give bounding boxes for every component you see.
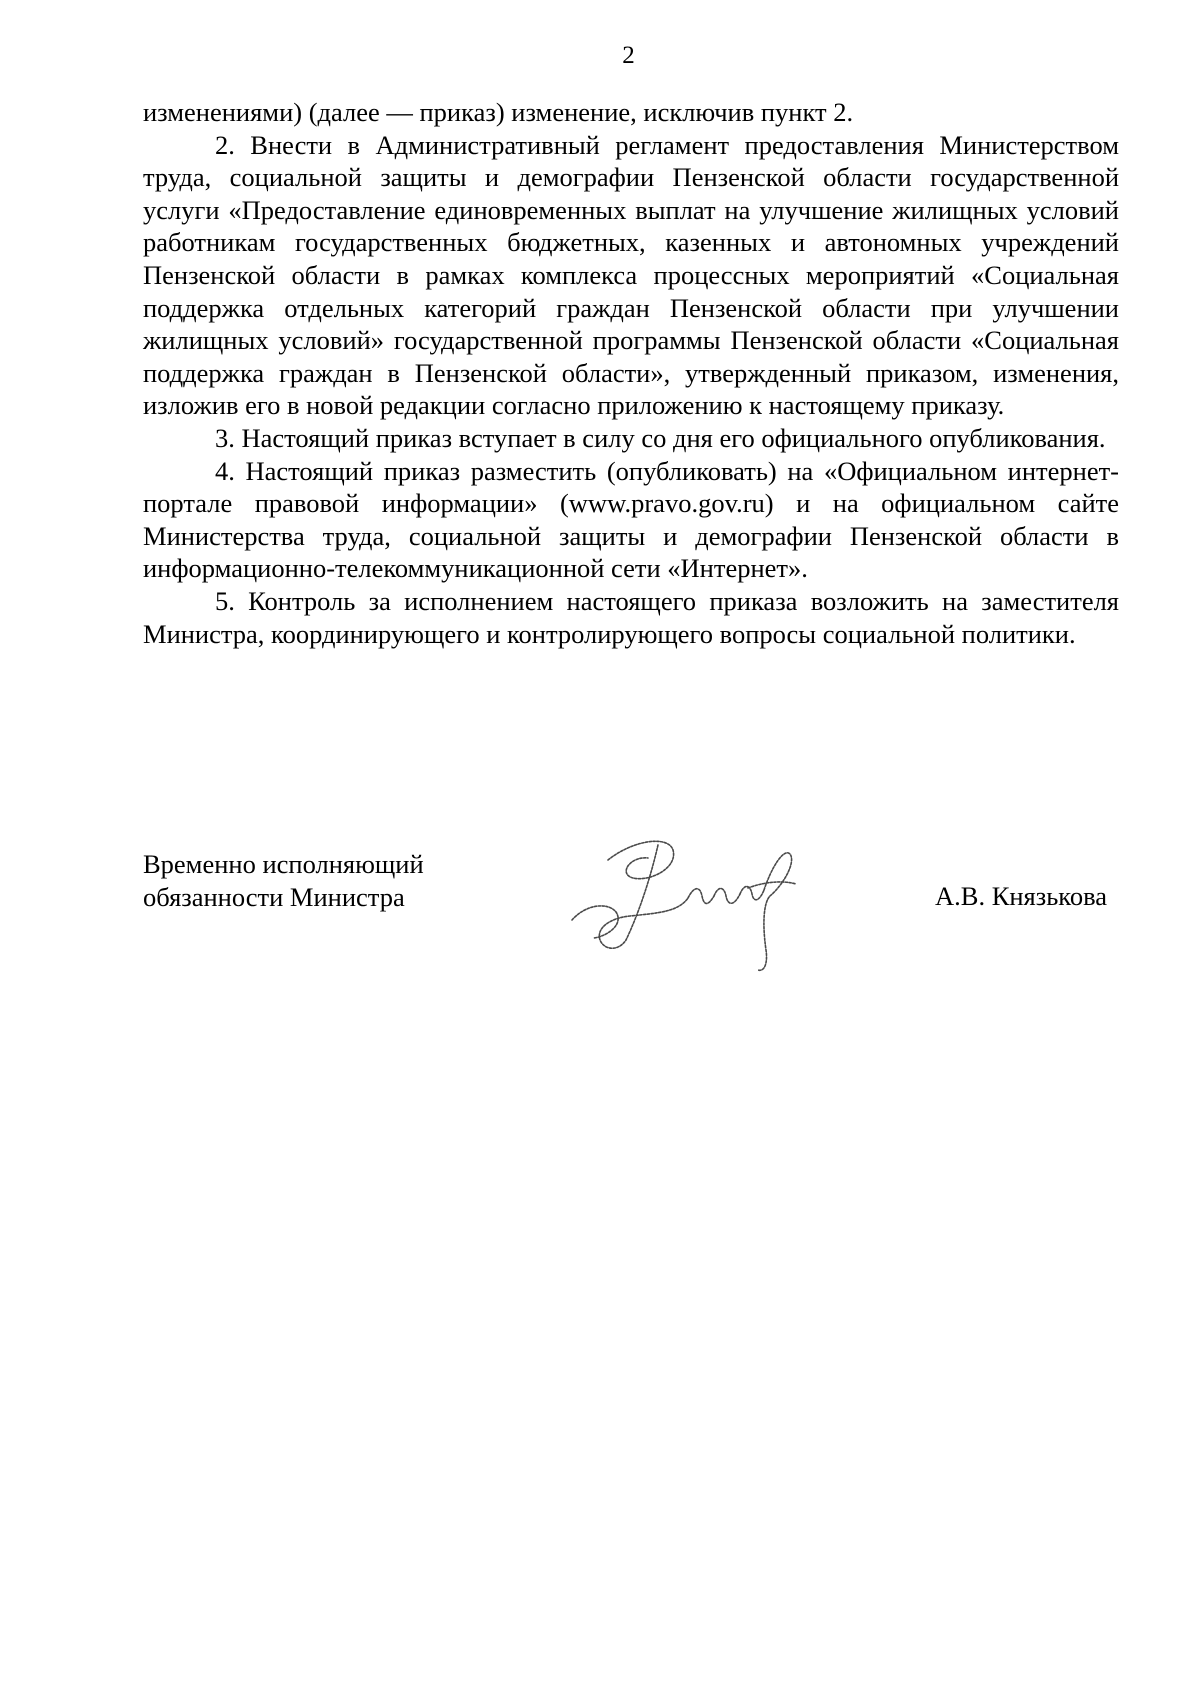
page-number: 2	[622, 42, 635, 69]
paragraph-item-5: 5. Контроль за исполнением настоящего приказа возложить на заместителя Министра, координирующего и контролирующего вопросы социальной политики.	[143, 585, 1119, 649]
paragraph-continuation: изменениями) (далее — приказ) изменение, исключив пункт 2.	[143, 97, 854, 127]
handwritten-signature-icon	[538, 800, 818, 990]
paragraph-item-3: 3. Настоящий приказ вступает в силу со дня его официального опубликования.	[215, 422, 1106, 453]
document-body	[143, 96, 1119, 650]
signature-block	[143, 848, 1119, 1008]
signer-position-line-1: Временно исполняющий	[143, 849, 424, 879]
signer-position-line-2: обязанности Министра	[143, 881, 405, 912]
paragraph-item-2: 2. Внести в Административный регламент предоставления Министерством труда, социальной защиты и демографии Пензенской области государственной услуги «Предоставление единовременных выплат на улучшение жилищных условий работникам государственных бюджетных, казенных и автономных учреждений Пензенской области в рамках комплекса процессных мероприятий «Социальная поддержка отдельных категорий граждан Пензенской области при улучшении жилищных условий» государственной программы Пензенской области «Социальная поддержка граждан в Пензенской области», утвержденный приказом, изменения, изложив его в новой редакции согласно приложению к настоящему приказу.	[143, 129, 1119, 421]
signer-name: А.В. Князькова	[935, 881, 1107, 911]
paragraph-item-4: 4. Настоящий приказ разместить (опубликовать) на «Официальном интернет-портале правовой информации» (www.pravo.gov.ru) и на официальном сайте Министерства труда, социальной защиты и демографии Пензенской области в информационно-телекоммуникационной сети «Интернет».	[143, 455, 1119, 584]
signer-position	[143, 848, 424, 913]
